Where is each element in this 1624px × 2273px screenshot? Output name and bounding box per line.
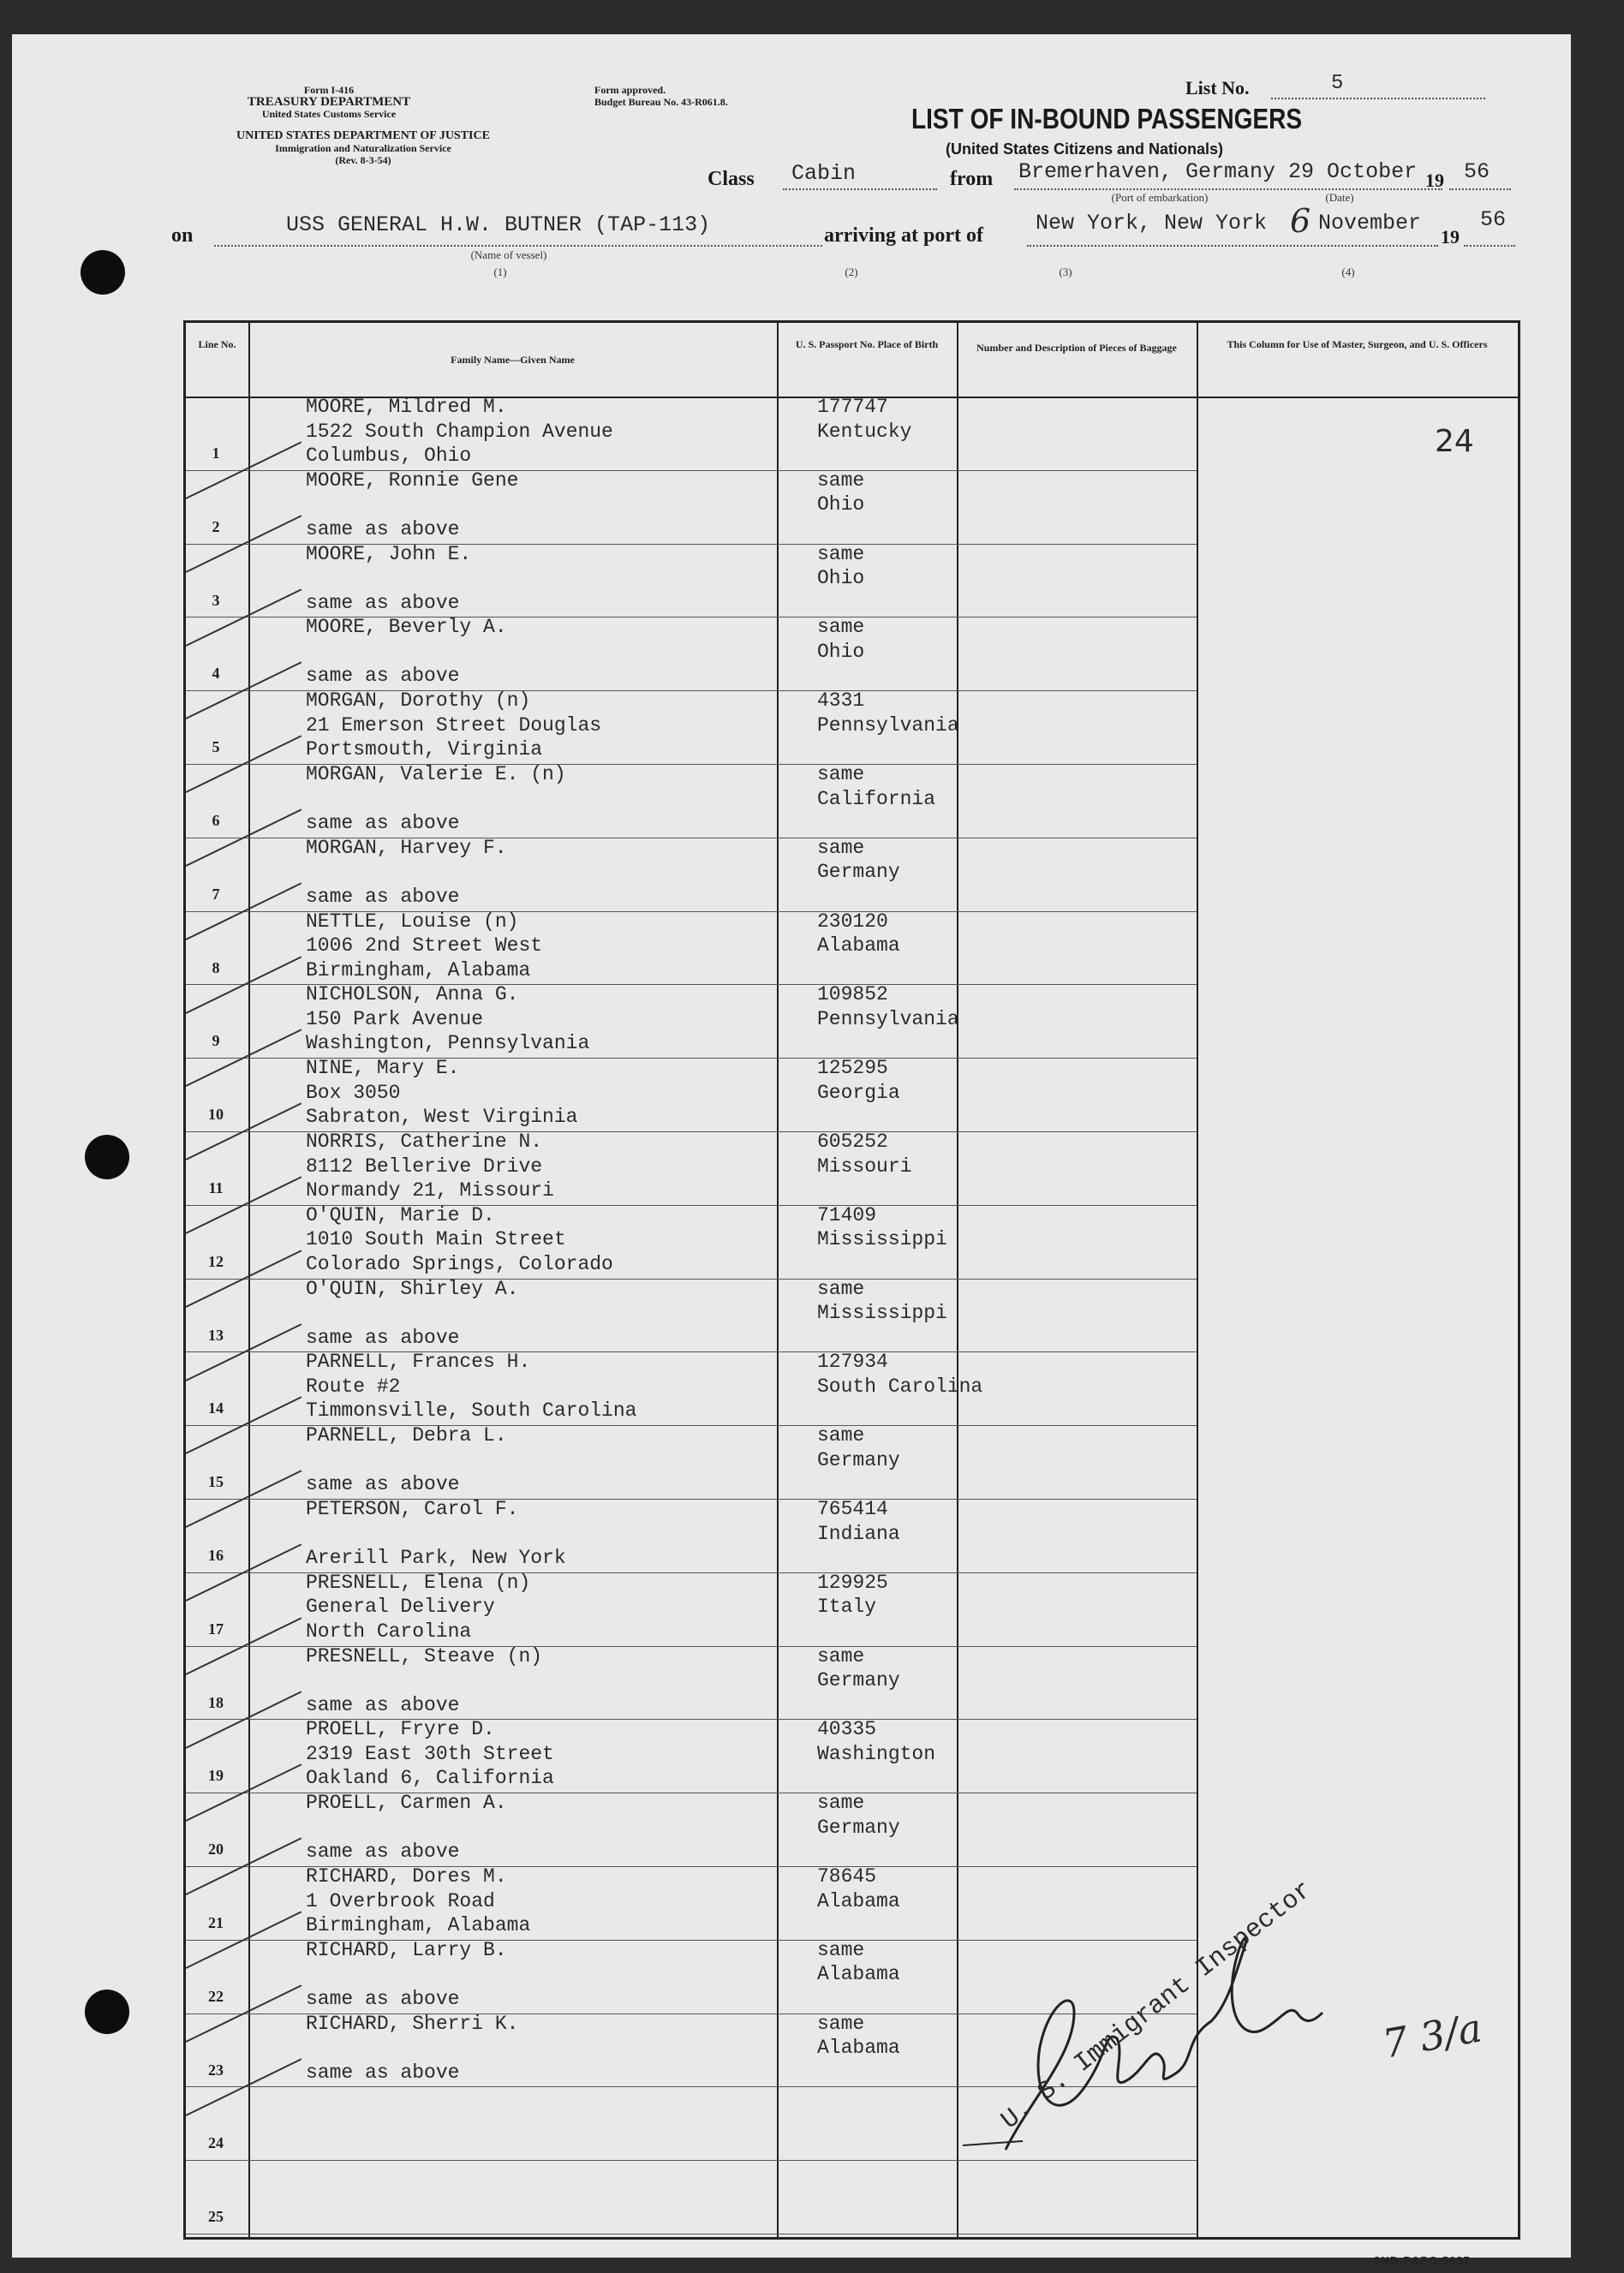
- passport-number: 78645: [817, 1865, 877, 1888]
- place-of-birth: Mississippi: [817, 1228, 947, 1251]
- passport-number: same: [817, 542, 865, 565]
- passenger-name-line: 1 Overbrook Road: [306, 1889, 495, 1912]
- line-number: 17: [208, 1620, 224, 1638]
- approval-block: [594, 84, 851, 108]
- caption-4: (4): [1341, 265, 1355, 278]
- column-divider: [248, 323, 250, 2237]
- officer-note: 24: [1435, 424, 1474, 459]
- passenger-name-line: MORGAN, Dorothy (n): [306, 689, 531, 713]
- inspector-stamp: U. S. Immigrant Inspector: [996, 1876, 1318, 2136]
- passport-number: same: [817, 1424, 865, 1447]
- place-of-birth: Missouri: [817, 1154, 912, 1178]
- arrival-value: New York, New York: [1036, 211, 1268, 236]
- arriving-label: arriving at port of: [824, 224, 983, 247]
- col-header-officers: This Column for Use of Master, Surgeon, and U. S. Officers: [1227, 338, 1488, 350]
- passenger-name-line: PARNELL, Debra L.: [306, 1424, 507, 1447]
- place-of-birth: South Carolina: [817, 1375, 983, 1398]
- passport-number: 71409: [817, 1203, 877, 1226]
- line-number: 11: [208, 1179, 224, 1196]
- form-number: Form I-416: [303, 84, 355, 96]
- line-number: 12: [208, 1252, 224, 1270]
- place-of-birth: Pennsylvania: [817, 713, 959, 737]
- passenger-name-line: RICHARD, Larry B.: [306, 1938, 507, 1961]
- form-page: [12, 34, 1571, 2267]
- passenger-name-line: Arerill Park, New York: [306, 1547, 566, 1569]
- arrival-year: 56: [1480, 207, 1507, 232]
- passenger-name-line: Portsmouth, Virginia: [306, 738, 543, 761]
- col-header-line-no: Line No.: [198, 338, 236, 350]
- col-header-baggage: Number and Description of Pieces of Baggage: [976, 342, 1177, 354]
- line-number: 5: [212, 738, 220, 756]
- passenger-name-line: Timmonsville, South Carolina: [306, 1399, 637, 1423]
- line-number: 21: [208, 1914, 224, 1931]
- place-of-birth: Indiana: [817, 1522, 900, 1545]
- line-number: 25: [208, 2208, 224, 2226]
- vessel-value: USS GENERAL H.W. BUTNER (TAP-113): [286, 212, 711, 237]
- passenger-name-line: NORRIS, Catherine N.: [306, 1131, 543, 1153]
- passenger-name-line: NINE, Mary E.: [306, 1057, 460, 1080]
- passenger-name-line: same as above: [306, 591, 460, 614]
- passenger-name-line: MOORE, Ronnie Gene: [306, 468, 519, 492]
- passenger-name-line: same as above: [306, 812, 460, 834]
- line-number: 4: [212, 665, 220, 683]
- line-number: 22: [208, 1987, 224, 2005]
- approval-line: Form approved.: [594, 84, 666, 96]
- class-value: Cabin: [791, 161, 857, 186]
- embark-value: Bremerhaven, Germany 29 October: [1018, 159, 1418, 184]
- line-number: 7: [212, 885, 220, 903]
- passport-number: 129925: [817, 1571, 888, 1594]
- budget-line: Budget Bureau No. 43-R061.8.: [594, 96, 728, 108]
- passenger-name-line: same as above: [306, 1693, 460, 1716]
- line-number: 24: [208, 2134, 224, 2152]
- passenger-name-line: 1010 South Main Street: [306, 1228, 566, 1251]
- line-number: 1: [212, 444, 220, 462]
- passenger-name-line: 150 Park Avenue: [306, 1007, 484, 1030]
- list-no-value: 5: [1331, 72, 1344, 95]
- passport-number: same: [817, 1644, 865, 1667]
- justice-line: UNITED STATES DEPARTMENT OF JUSTICE: [236, 129, 490, 142]
- place-of-birth: Kentucky: [817, 420, 912, 443]
- place-of-birth: Germany: [817, 1448, 900, 1471]
- place-of-birth: Alabama: [817, 1889, 900, 1912]
- passport-number: 765414: [817, 1498, 888, 1520]
- embark-year-underline: [1449, 188, 1511, 190]
- place-of-birth: Ohio: [817, 567, 865, 590]
- inspector-mark: 7 3/a: [1379, 2004, 1485, 2067]
- caption-2: (2): [845, 265, 858, 278]
- passenger-name-line: NETTLE, Louise (n): [306, 910, 519, 933]
- line-number: 8: [212, 958, 220, 976]
- punch-hole: [85, 1990, 129, 2034]
- line-number: 15: [208, 1473, 224, 1491]
- passenger-name-line: Route #2: [306, 1375, 401, 1398]
- passenger-name-line: 21 Emerson Street Douglas: [306, 713, 602, 737]
- place-of-birth: Georgia: [817, 1081, 900, 1104]
- line-number: 16: [208, 1547, 224, 1564]
- passenger-name-line: Colorado Springs, Colorado: [306, 1252, 613, 1275]
- passport-number: same: [817, 468, 865, 492]
- passenger-name-line: 1522 South Champion Avenue: [306, 420, 613, 443]
- passenger-name-line: same as above: [306, 665, 460, 688]
- caption-1: (1): [493, 265, 507, 278]
- place-of-birth: California: [817, 787, 936, 810]
- passenger-name-line: PROELL, Carmen A.: [306, 1792, 507, 1815]
- place-of-birth: Germany: [817, 1816, 900, 1839]
- line-number: 9: [212, 1032, 220, 1050]
- passenger-name-line: same as above: [306, 517, 460, 540]
- passport-number: 230120: [817, 910, 888, 933]
- passenger-name-line: PRESNELL, Elena (n): [306, 1571, 531, 1594]
- passenger-name-line: Normandy 21, Missouri: [306, 1179, 554, 1202]
- passport-number: same: [817, 616, 865, 639]
- passenger-name-line: Oakland 6, California: [306, 1767, 554, 1790]
- treasury-line: TREASURY DEPARTMENT: [247, 95, 411, 109]
- arrival-year-prefix: 19: [1441, 226, 1460, 248]
- passenger-name-line: RICHARD, Dores M.: [306, 1865, 507, 1888]
- place-of-birth: Germany: [817, 1669, 900, 1692]
- line-number: 10: [208, 1106, 224, 1124]
- passenger-name-line: 1006 2nd Street West: [306, 934, 543, 958]
- line-number: 13: [208, 1326, 224, 1344]
- passenger-name-line: Birmingham, Alabama: [306, 958, 531, 981]
- line-number: 20: [208, 1840, 224, 1858]
- department-block: [166, 84, 492, 120]
- place-of-birth: Pennsylvania: [817, 1007, 959, 1030]
- date-caption: (Date): [1325, 191, 1354, 204]
- justice-block: [158, 130, 569, 166]
- class-underline: [783, 188, 937, 190]
- passport-number: 605252: [817, 1131, 888, 1153]
- passport-number: 127934: [817, 1351, 888, 1374]
- embark-caption: (Port of embarkation): [1111, 191, 1209, 204]
- passport-number: 4331: [817, 689, 865, 713]
- place-of-birth: Mississippi: [817, 1302, 947, 1325]
- passenger-name-line: RICHARD, Sherri K.: [306, 2012, 519, 2035]
- passenger-name-line: NICHOLSON, Anna G.: [306, 983, 519, 1006]
- arrival-underline: [1027, 245, 1438, 247]
- passenger-name-line: PROELL, Fryre D.: [306, 1718, 495, 1741]
- line-number: 18: [208, 1693, 224, 1711]
- passport-number: 177747: [817, 396, 888, 418]
- place-of-birth: Ohio: [817, 493, 865, 516]
- column-divider: [777, 323, 779, 2237]
- col-header-name: Family Name—Given Name: [451, 354, 575, 366]
- passenger-name-line: PRESNELL, Steave (n): [306, 1644, 543, 1667]
- passenger-name-line: Sabraton, West Virginia: [306, 1106, 578, 1129]
- from-label: from: [950, 168, 994, 190]
- place-of-birth: Alabama: [817, 934, 900, 958]
- passenger-name-line: Box 3050: [306, 1081, 401, 1104]
- revision-line: (Rev. 8-3-54): [335, 154, 391, 166]
- passenger-name-line: Washington, Pennsylvania: [306, 1032, 590, 1055]
- col-header-passport: U. S. Passport No. Place of Birth: [795, 338, 939, 350]
- passenger-name-line: same as above: [306, 1840, 460, 1864]
- line-number: 3: [212, 591, 220, 609]
- passport-number: same: [817, 1938, 865, 1961]
- place-of-birth: Alabama: [817, 1963, 900, 1986]
- punch-hole: [81, 250, 125, 295]
- passport-number: same: [817, 1792, 865, 1815]
- vessel-caption: (Name of vessel): [470, 248, 547, 261]
- passenger-name-line: MOORE, Mildred M.: [306, 396, 507, 418]
- punch-hole: [85, 1135, 129, 1179]
- line-number: 23: [208, 2061, 224, 2079]
- place-of-birth: Ohio: [817, 640, 865, 663]
- line-number: 2: [212, 517, 220, 535]
- passenger-name-line: PARNELL, Frances H.: [306, 1351, 531, 1374]
- passenger-name-line: 2319 East 30th Street: [306, 1742, 554, 1765]
- passenger-name-line: same as above: [306, 885, 460, 908]
- arrival-year-underline: [1464, 245, 1515, 247]
- passenger-name-line: same as above: [306, 1326, 460, 1349]
- passport-number: same: [817, 1277, 865, 1300]
- class-label: Class: [708, 168, 755, 190]
- passport-number: same: [817, 763, 865, 785]
- passenger-name-line: PETERSON, Carol F.: [306, 1498, 519, 1520]
- passenger-name-line: same as above: [306, 1987, 460, 2010]
- line-number: 6: [212, 812, 220, 829]
- passenger-name-line: O'QUIN, Marie D.: [306, 1203, 495, 1226]
- line-number: 14: [208, 1399, 224, 1417]
- form-title: LIST OF IN-BOUND PASSENGERS: [911, 103, 1303, 134]
- line-number: 19: [208, 1767, 224, 1785]
- caption-3: (3): [1059, 265, 1072, 278]
- passport-number: same: [817, 2012, 865, 2035]
- passport-number: 125295: [817, 1057, 888, 1080]
- passenger-name-line: North Carolina: [306, 1620, 472, 1643]
- on-label: on: [171, 224, 194, 247]
- place-of-birth: Alabama: [817, 2037, 900, 2060]
- passenger-name-line: MOORE, John E.: [306, 542, 472, 565]
- passport-number: same: [817, 836, 865, 859]
- embark-year: 56: [1464, 159, 1490, 184]
- list-no-underline: [1271, 98, 1485, 99]
- customs-line: United States Customs Service: [261, 108, 397, 120]
- passenger-name-line: O'QUIN, Shirley A.: [306, 1277, 519, 1300]
- vessel-underline: [214, 245, 822, 247]
- ins-line: Immigration and Naturalization Service: [275, 142, 451, 154]
- place-of-birth: Washington: [817, 1742, 936, 1765]
- list-no-label: List No.: [1185, 77, 1250, 98]
- arrival-month: November: [1318, 211, 1422, 236]
- footer-code: 3ND-P&PO 5637: [1374, 2254, 1471, 2267]
- place-of-birth: Italy: [817, 1596, 877, 1619]
- passenger-name-line: 8112 Bellerive Drive: [306, 1154, 543, 1178]
- embark-year-prefix: 19: [1425, 170, 1444, 191]
- passenger-name-line: MOORE, Beverly A.: [306, 616, 507, 639]
- form-subtitle: (United States Citizens and Nationals): [946, 140, 1224, 158]
- passenger-name-line: MORGAN, Harvey F.: [306, 836, 507, 859]
- passenger-name-line: same as above: [306, 2061, 460, 2084]
- place-of-birth: Germany: [817, 861, 900, 884]
- embark-underline: [1014, 188, 1442, 190]
- passenger-name-line: Birmingham, Alabama: [306, 1914, 531, 1936]
- passenger-name-line: same as above: [306, 1473, 460, 1496]
- arrival-day: 6: [1290, 202, 1311, 240]
- passport-number: 40335: [817, 1718, 877, 1741]
- passenger-name-line: General Delivery: [306, 1596, 495, 1619]
- passport-number: 109852: [817, 983, 888, 1006]
- passenger-name-line: MORGAN, Valerie E. (n): [306, 763, 566, 785]
- passenger-name-line: Columbus, Ohio: [306, 444, 472, 467]
